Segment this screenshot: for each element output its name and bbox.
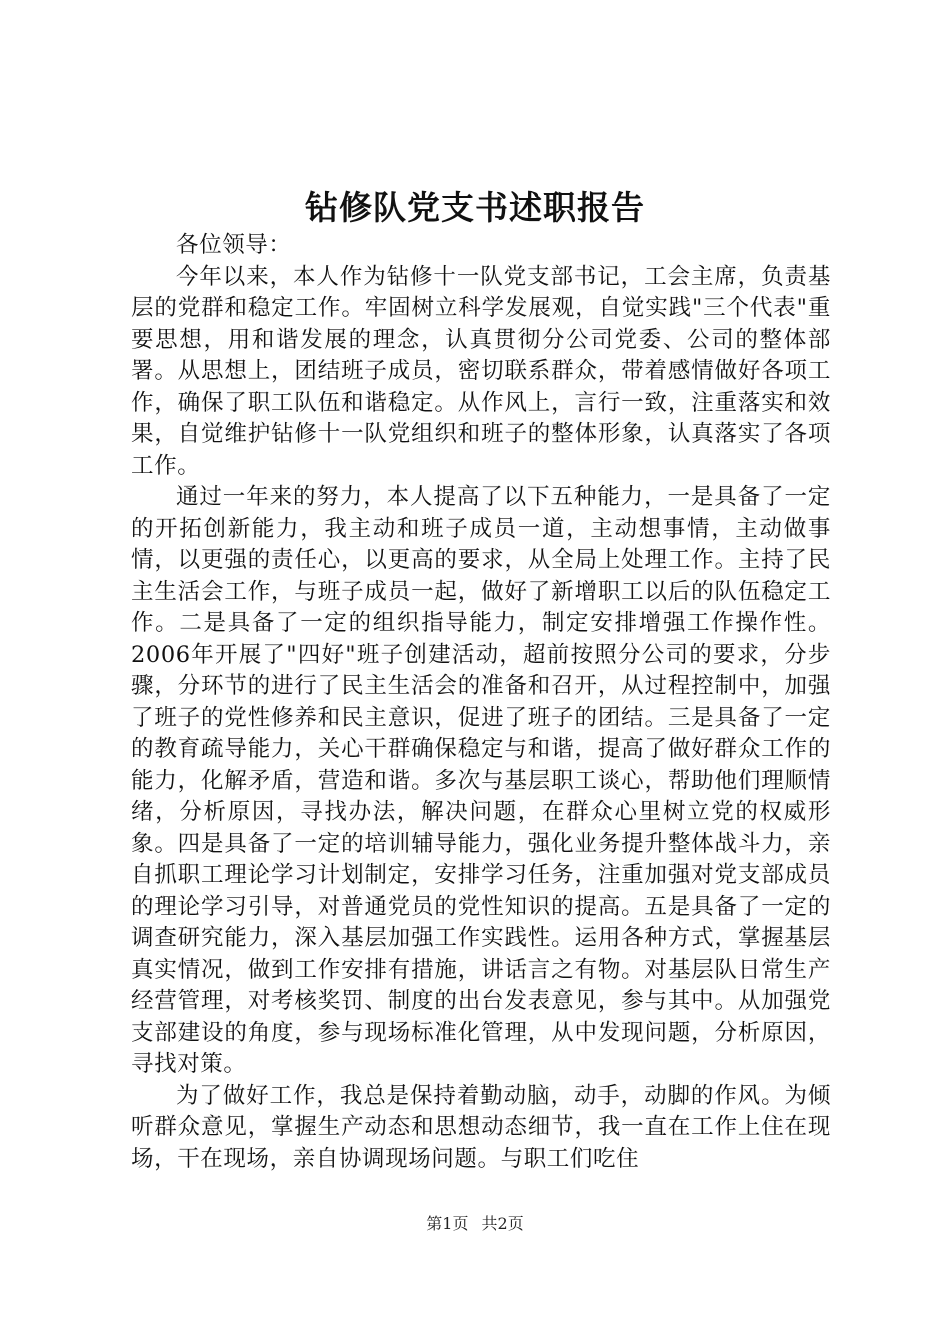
paragraph-2: 通过一年来的努力，本人提高了以下五种能力，一是具备了一定的开拓创新能力，我主动和班子成员一道，主动想事情，主动做事情，以更强的责任心，以更高的要求，从全局上处理工作。主持了民主生活会工作，与班子成员一起，做好了新增职工以后的队伍稳定工作。二是具备了一定的组织指导能力，制定安排增强工作操作性。2006年开展了"四好"班子创建活动，超前按照分公司的要求，分步骤，分环节的进行了民主生活会的准备和召开，从过程控制中，加强了班子的党性修养和民主意识，促进了班子的团结。三是具备了一定的教育疏导能力，关心干群确保稳定与和谐，提高了做好群众工作的能力，化解矛盾，营造和谐。多次与基层职工谈心，帮助他们理顺情绪，分析原因，寻找办法，解决问题，在群众心里树立党的权威形象。四是具备了一定的培训辅导能力，强化业务提升整体战斗力，亲自抓职工理论学习计划制定，安排学习任务，注重加强对党支部成员的理论学习引导，对普通党员的党性知识的提高。五是具备了一定的调查研究能力，深入基层加强工作实践性。运用各种方式，掌握基层真实情况，做到工作安排有措施，讲话言之有物。对基层队日常生产经营管理，对考核奖罚、制度的出台发表意见，参与其中。从加强党支部建设的角度，参与现场标准化管理，从中发现问题，分析原因，寻找对策。 (131, 484, 831, 1077)
paragraph-3: 为了做好工作，我总是保持着勤动脑，动手，动脚的作风。为倾听群众意见，掌握生产动态和思想动态细节，我一直在工作上住在现场，干在现场，亲自协调现场问题。与职工们吃住 (131, 1082, 831, 1172)
salutation: 各位领导： (176, 232, 292, 258)
page-footer (0, 1212, 950, 1236)
document-body (131, 230, 831, 1175)
page-number: 第1页 (426, 1214, 469, 1233)
page-total: 共2页 (481, 1214, 524, 1233)
paragraph-1: 今年以来，本人作为钻修十一队党支部书记，工会主席，负责基层的党群和稳定工作。牢固树立科学发展观，自觉实践"三个代表"重要思想，用和谐发展的理念，认真贯彻分公司党委、公司的整体部署。从思想上，团结班子成员，密切联系群众，带着感情做好各项工作，确保了职工队伍和谐稳定。从作风上，言行一致，注重落实和效果，自觉维护钻修十一队党组织和班子的整体形象，认真落实了各项工作。 (131, 263, 831, 479)
document-title: 钻修队党支书述职报告 (305, 188, 645, 227)
